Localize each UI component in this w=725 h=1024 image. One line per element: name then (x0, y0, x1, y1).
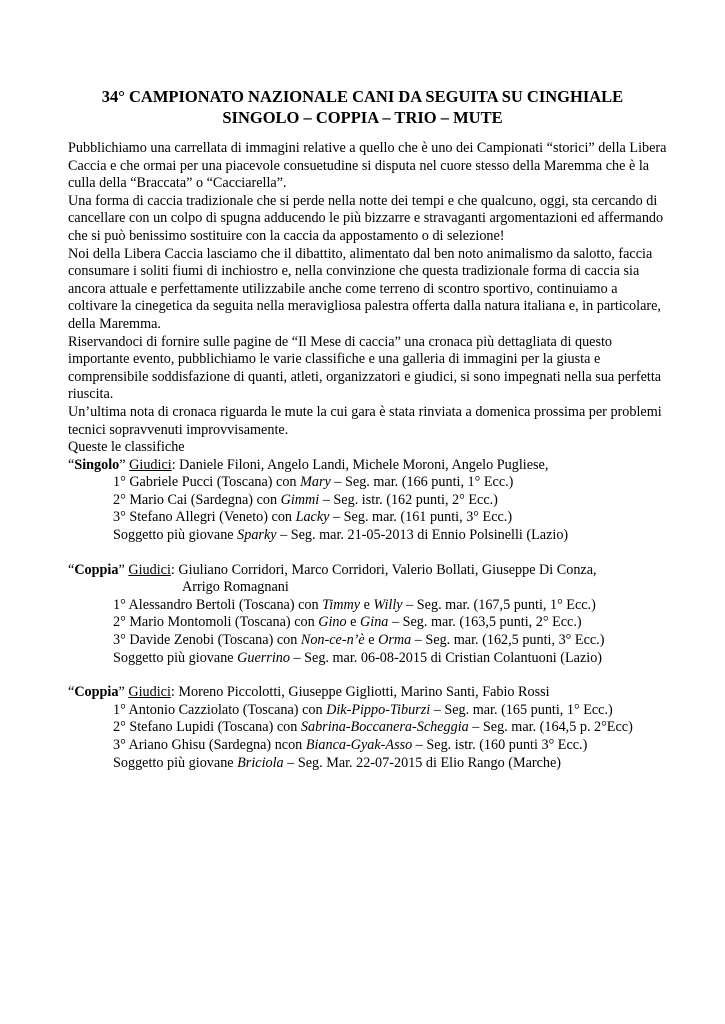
singolo-result-1 (68, 474, 668, 492)
dog-name: Orma (378, 632, 412, 649)
singolo-result-3 (68, 509, 668, 527)
result-text: 1° Alessandro Bertoli (Toscana) con (113, 596, 323, 613)
document-body (68, 140, 668, 772)
category-singolo: Singolo (74, 456, 120, 473)
result-text: Soggetto più giovane (113, 754, 238, 771)
result-detail: – Seg. Mar. 22-07-2015 di Elio Rango (Marche) (283, 754, 562, 771)
coppia1-youngest (68, 650, 668, 668)
dog-name: Guerrino (237, 649, 290, 666)
coppia1-result-2 (68, 614, 668, 632)
coppia2-youngest (68, 755, 668, 773)
quote-open: “ (68, 684, 75, 701)
result-text: 2° Mario Montomoli (Toscana) con (113, 614, 319, 631)
coppia-section-2 (68, 684, 668, 772)
coppia2-judges-line (68, 684, 668, 702)
paragraph-5: Un’ultima nota di cronaca riguarda le mute la cui gara è stata rinviata a domenica prossima per problemi tecnici sopravvenuti improvvisamente. (68, 403, 662, 438)
result-detail: – Seg. mar. (164,5 p. 2°Ecc) (468, 719, 633, 736)
singolo-section (68, 457, 668, 545)
quote-open: “ (68, 456, 75, 473)
dog-name: Briciola (237, 754, 284, 771)
dog-name: Gino (318, 614, 347, 631)
result-text: 1° Antonio Cazziolato (Toscana) con (113, 701, 327, 718)
dog-name: Dik-Pippo-Tiburzi (326, 701, 431, 718)
singolo-youngest (68, 527, 668, 545)
result-detail: – Seg. istr. (160 punti 3° Ecc.) (412, 737, 588, 753)
judges-list: : Daniele Filoni, Angelo Landi, Michele Moroni, Angelo Pugliese, (171, 456, 549, 473)
result-text: 3° Stefano Allegri (Veneto) con (113, 509, 296, 526)
result-detail: – Seg. mar. (167,5 punti, 1° Ecc.) (402, 596, 596, 613)
dog-name: Sparky (237, 527, 277, 544)
coppia2-result-3 (68, 737, 668, 755)
quote-close: ” (119, 456, 130, 473)
coppia1-judges-line (68, 562, 668, 580)
dog-name: Lacky (295, 509, 330, 526)
document-title (0, 86, 725, 128)
result-detail: – Seg. mar. (163,5 punti, 2° Ecc.) (388, 614, 582, 631)
dog-name: Willy (373, 596, 403, 613)
result-detail: – Seg. mar. (161 punti, 3° Ecc.) (329, 509, 513, 526)
judges-list: : Moreno Piccolotti, Giuseppe Gigliotti, Marino Santi, Fabio Rossi (170, 684, 550, 701)
result-text: 1° Gabriele Pucci (Toscana) con (113, 474, 301, 491)
result-detail: – Seg. mar. (162,5 punti, 3° Ecc.) (411, 632, 605, 649)
coppia1-result-3 (68, 632, 668, 650)
conjunction: e (346, 614, 361, 631)
coppia1-judges-continued: Arrigo Romagnani (182, 579, 289, 596)
result-text: 2° Mario Cai (Sardegna) con (113, 491, 281, 508)
coppia1-result-1 (68, 597, 668, 615)
judges-label: Giudici (128, 684, 171, 701)
judges-list: : Giuliano Corridori, Marco Corridori, Valerio Bollati, Giuseppe Di Conza, (170, 561, 597, 578)
paragraph-4: Riservandoci di fornire sulle pagine de “Il Mese di caccia” una cronaca più dettagliata di questo importante evento, pubblichiamo le varie classifiche e una galleria di immagini per la giusta e comprensibile soddisfazione di quanti, atleti, organizzatori e giudici, si sono impegnati nella sua perfetta riuscita. (68, 333, 662, 403)
dog-name: Gina (360, 614, 389, 631)
singolo-result-2 (68, 492, 668, 510)
result-text: 3° Ariano Ghisu (Sardegna) ncon (113, 737, 306, 753)
conjunction: e (364, 632, 379, 649)
judges-label: Giudici (128, 561, 171, 578)
result-text: Soggetto più giovane (113, 649, 238, 666)
title-line-1: 34° CAMPIONATO NAZIONALE CANI DA SEGUITA SU CINGHIALE (101, 87, 624, 106)
coppia2-result-2 (68, 719, 668, 737)
result-text: 3° Davide Zenobi (Toscana) con (113, 632, 301, 649)
result-text: Soggetto più giovane (113, 527, 238, 544)
quote-open: “ (68, 561, 75, 578)
category-coppia: Coppia (74, 561, 119, 578)
dog-name: Bianca-Gyak-Asso (305, 737, 413, 753)
quote-close: ” (118, 684, 129, 701)
paragraph-6: Queste le classifiche (68, 439, 185, 456)
result-detail: – Seg. mar. 21-05-2013 di Ennio Polsinelli (Lazio) (276, 527, 569, 544)
dog-name: Gimmi (280, 491, 320, 508)
result-detail: – Seg. mar. (166 punti, 1° Ecc.) (330, 474, 514, 491)
singolo-judges-line (68, 457, 668, 475)
result-detail: – Seg. istr. (162 punti, 2° Ecc.) (319, 491, 498, 508)
title-line-2: SINGOLO – COPPIA – TRIO – MUTE (222, 108, 503, 127)
dog-name: Non-ce-n’è (300, 632, 365, 649)
conjunction: e (360, 596, 374, 613)
dog-name: Mary (300, 474, 331, 491)
category-coppia: Coppia (74, 684, 119, 701)
coppia2-result-1 (68, 702, 668, 720)
coppia-section-1 (68, 562, 668, 668)
quote-close: ” (118, 561, 129, 578)
paragraph-3: Noi della Libera Caccia lasciamo che il dibattito, alimentato dal ben noto animalismo da salotto, faccia consumare i soliti fiumi di inchiostro e, nella convinzione che questa tradizionale forma di caccia sia ancora attuale e perfettamente utilizzabile anche come terreno di scontro sportivo, continuiamo a coltivare la cinegetica da seguita nella meravigliosa palestra offerta dalla natura italiana e, in particolare, della Maremma. (68, 245, 661, 332)
judges-label: Giudici (129, 456, 172, 473)
paragraph-2: Una forma di caccia tradizionale che si perde nella notte dei tempi e che qualcuno, oggi, sta cercando di cancellare con un colpo di spugna adducendo le più bizzarre e stravaganti argomentazioni ed affermando che si può benissimo sostituire con la caccia da appostamento o di selezione! (68, 192, 664, 244)
result-detail: – Seg. mar. (165 punti, 1° Ecc.) (430, 701, 613, 718)
dog-name: Sabrina-Boccanera-Scheggia (300, 719, 469, 736)
dog-name: Timmy (322, 596, 361, 613)
result-detail: – Seg. mar. 06-08-2015 di Cristian Colantuoni (Lazio) (289, 649, 603, 666)
paragraph-1: Pubblichiamo una carrellata di immagini relative a quello che è uno dei Campionati “storici” della Libera Caccia e che ormai per una piacevole consuetudine si disputa nel cuore stesso della Maremma che è la culla della “Braccata” o “Cacciarella”. (68, 140, 667, 192)
result-text: 2° Stefano Lupidi (Toscana) con (113, 719, 301, 736)
